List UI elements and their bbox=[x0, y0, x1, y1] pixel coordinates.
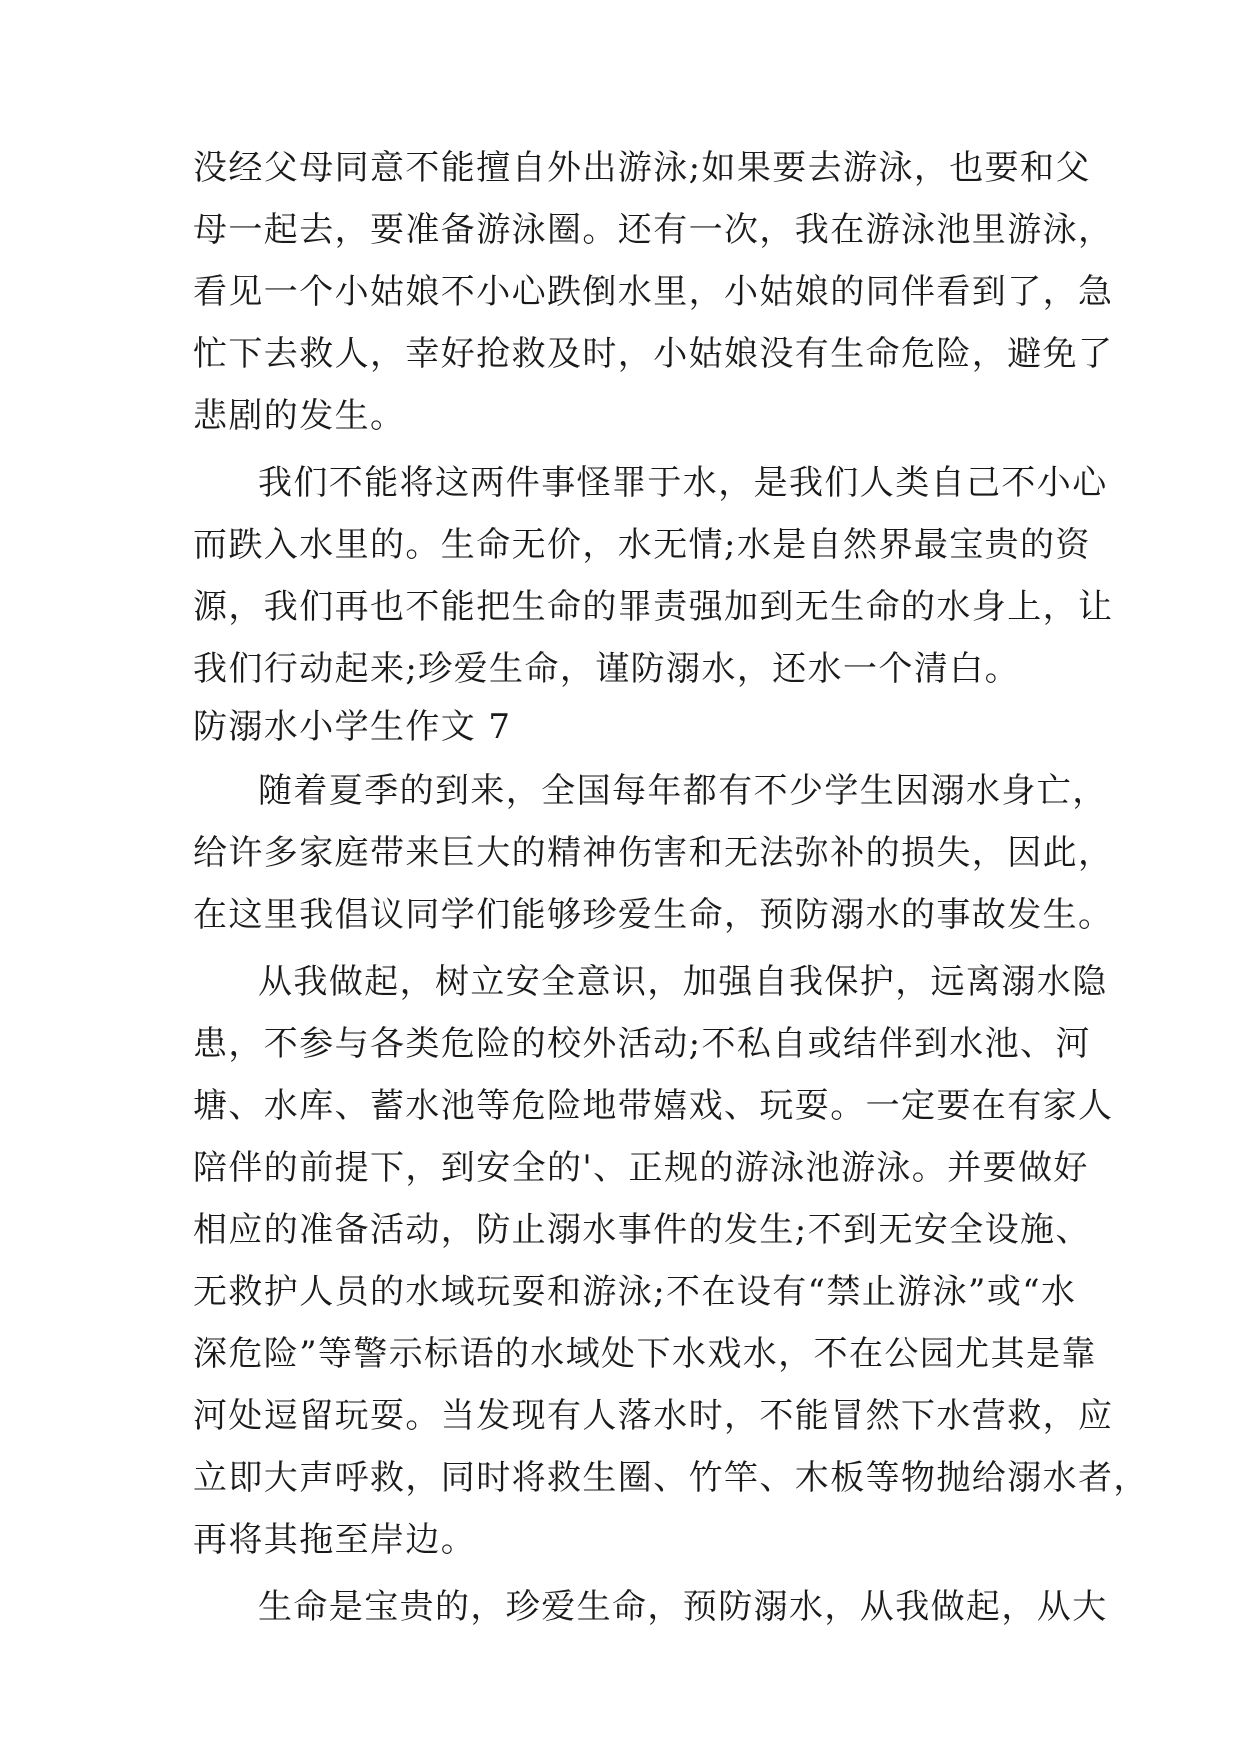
text-line: 在这里我倡议同学们能够珍爱生命，预防溺水的事故发生。 bbox=[193, 895, 1114, 935]
text-line: 相应的准备活动，防止溺水事件的发生;不到无安全设施、 bbox=[193, 1210, 1091, 1250]
section-heading: 防溺水小学生作文 7 bbox=[193, 707, 512, 747]
text-line: 从我做起，树立安全意识，加强自我保护，远离溺水隐 bbox=[258, 962, 1108, 1002]
text-line: 给许多家庭带来巨大的精神伤害和无法弥补的损失，因此， bbox=[193, 833, 1114, 873]
text-line: 深危险”等警示标语的水域处下水戏水，不在公园尤其是靠 bbox=[193, 1334, 1097, 1374]
text-line: 看见一个小姑娘不小心跌倒水里，小姑娘的同伴看到了，急 bbox=[193, 272, 1114, 312]
text-line: 患，不参与各类危险的校外活动;不私自或结伴到水池、河 bbox=[193, 1024, 1091, 1064]
text-line: 源，我们再也不能把生命的罪责强加到无生命的水身上，让 bbox=[193, 587, 1114, 627]
text-line: 忙下去救人，幸好抢救及时，小姑娘没有生命危险，避免了 bbox=[193, 334, 1114, 374]
text-line: 河处逗留玩耍。当发现有人落水时，不能冒然下水营救，应 bbox=[193, 1396, 1114, 1436]
text-line: 随着夏季的到来，全国每年都有不少学生因溺水身亡， bbox=[258, 771, 1108, 811]
text-line: 立即大声呼救，同时将救生圈、竹竿、木板等物抛给溺水者， bbox=[193, 1458, 1149, 1498]
text-line: 再将其拖至岸边。 bbox=[193, 1520, 477, 1560]
text-line: 陪伴的前提下，到安全的'、正规的游泳池游泳。并要做好 bbox=[193, 1148, 1089, 1188]
text-line: 而跌入水里的。生命无价，水无情;水是自然界最宝贵的资 bbox=[193, 525, 1091, 565]
text-line: 我们行动起来;珍爱生命，谨防溺水，还水一个清白。 bbox=[193, 649, 1021, 689]
text-line: 生命是宝贵的，珍爱生命，预防溺水，从我做起，从大 bbox=[258, 1587, 1108, 1627]
text-line: 无救护人员的水域玩耍和游泳;不在设有“禁止游泳”或“水 bbox=[193, 1272, 1077, 1312]
text-line: 塘、水库、蓄水池等危险地带嬉戏、玩耍。一定要在有家人 bbox=[193, 1086, 1114, 1126]
text-line: 母一起去，要准备游泳圈。还有一次，我在游泳池里游泳， bbox=[193, 210, 1114, 250]
text-line: 没经父母同意不能擅自外出游泳;如果要去游泳，也要和父 bbox=[193, 148, 1091, 188]
text-line: 我们不能将这两件事怪罪于水，是我们人类自己不小心 bbox=[258, 463, 1108, 503]
text-line: 悲剧的发生。 bbox=[193, 396, 406, 436]
